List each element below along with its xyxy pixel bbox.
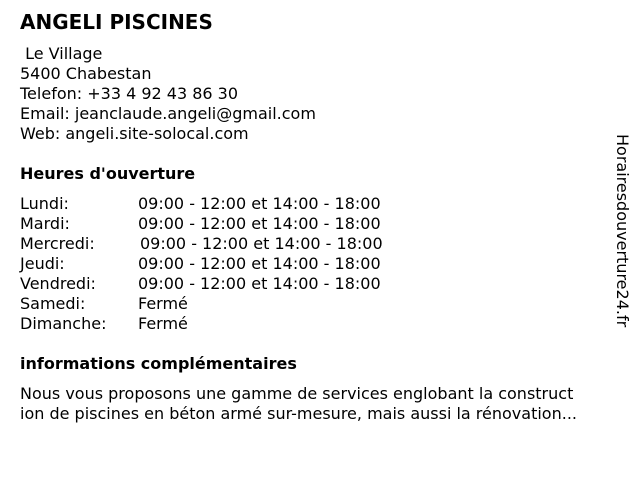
day-label: Jeudi: (20, 254, 65, 273)
day-label: Mardi: (20, 214, 70, 233)
contact-block (20, 44, 316, 144)
time-range: Fermé (138, 294, 188, 313)
info-line-1: Nous vous proposons une gamme de services englobant la construct (20, 384, 574, 403)
info-line-2: ion de piscines en béton armé sur-mesure, mais aussi la rénovation... (20, 404, 577, 423)
time-range: 09:00 - 12:00 et 14:00 - 18:00 (140, 234, 383, 253)
hours-heading: Heures d'ouverture (20, 164, 196, 183)
website-address: Web: angeli.site-solocal.com (20, 124, 249, 143)
time-range: 09:00 - 12:00 et 14:00 - 18:00 (138, 274, 381, 293)
email-address: Email: jeanclaude.angeli@gmail.com (20, 104, 316, 123)
site-watermark (612, 134, 632, 344)
day-label: Dimanche: (20, 314, 107, 333)
address-line-2: 5400 Chabestan (20, 64, 152, 83)
site-watermark-text: Horairesdouverture24.fr (613, 134, 632, 328)
time-range: 09:00 - 12:00 et 14:00 - 18:00 (138, 214, 381, 233)
time-range: Fermé (138, 314, 188, 333)
business-name: ANGELI PISCINES (20, 10, 213, 34)
info-description (20, 384, 632, 424)
day-label: Lundi: (20, 194, 69, 213)
phone-number: Telefon: +33 4 92 43 86 30 (20, 84, 239, 103)
address-line-1: Le Village (20, 44, 103, 63)
info-heading: informations complémentaires (20, 354, 297, 373)
day-label: Samedi: (20, 294, 86, 313)
time-range: 09:00 - 12:00 et 14:00 - 18:00 (138, 254, 381, 273)
day-label: Vendredi: (20, 274, 96, 293)
day-label: Mercredi: (20, 234, 95, 253)
time-range: 09:00 - 12:00 et 14:00 - 18:00 (138, 194, 381, 213)
